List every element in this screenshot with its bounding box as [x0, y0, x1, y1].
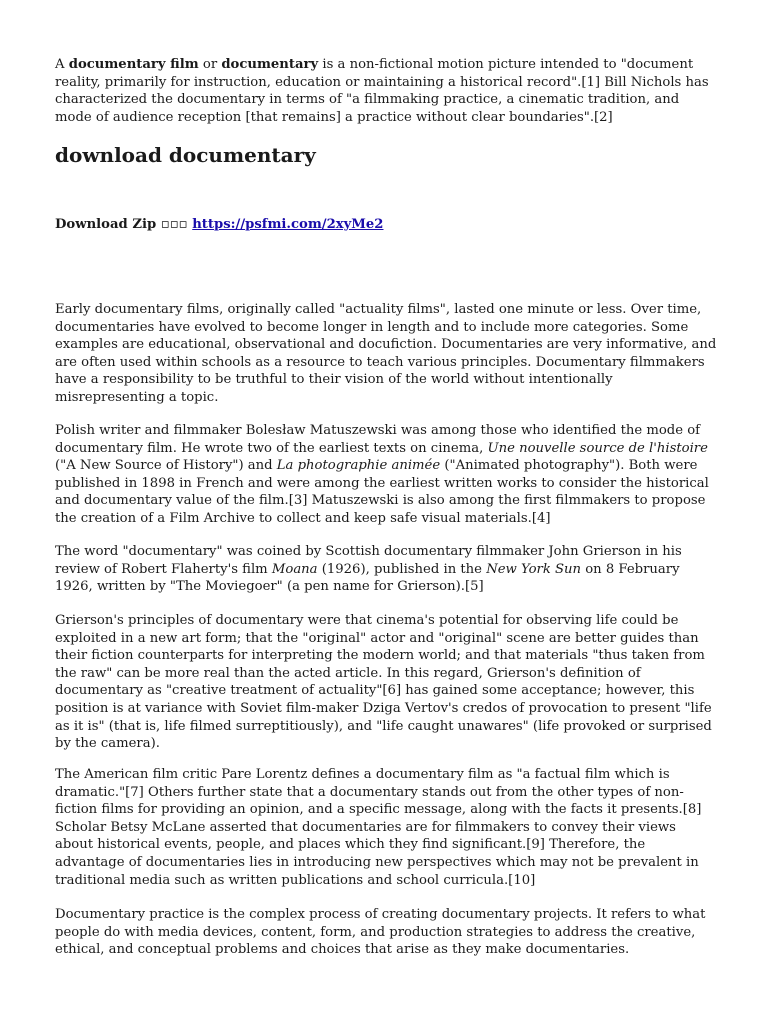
word-text-3: on 8 February 1926, written by "The Moviegoer" (a pen name for Grierson).[5]: [55, 561, 680, 595]
paragraph-documentary-practice: Documentary practice is the complex process of creating documentary projects. It refers to what people do with media devices, content, form, and production strategies to address the creative, ethical, and conceptual problems and choices that arise as they make documentaries.: [55, 907, 706, 958]
intro-paragraph: [55, 56, 717, 126]
intro-bold-documentary: documentary: [221, 57, 319, 72]
intro-text-3: is a non-fictional motion picture intended to "document reality, primarily for instruction, education or maintaining a historical record".[1] Bill Nichols has characterized the documentary in terms of "a filmmaking practice, a cinematic tradition, and mode of audience reception [that remains] a practice without clear boundaries".[2]: [55, 57, 709, 125]
polish-text-2: ("A New Source of History") and: [55, 458, 277, 474]
download-glyph-icon: ▫▫▫: [160, 217, 188, 232]
page-title: download documentary: [55, 143, 316, 167]
intro-text-1: A: [55, 57, 69, 72]
download-label: Download Zip: [55, 217, 157, 232]
word-text-1: The word "documentary" was coined by Scottish documentary filmmaker John Grierson in his review of Robert Flaherty's film: [55, 544, 682, 577]
word-title-moana: Moana: [271, 561, 318, 577]
paragraph-early-documentaries: Early documentary films, originally called "actuality films", lasted one minute or less. Over time, documentaries have evolved to become longer in length and to include more categories. Some examples are educational, observational and docufiction. Documentaries are very informative, and are often used within schools as a resource to teach various principles. Documentary filmmakers have a responsibility to be truthful to their vision of the world without intentionally misrepresenting a topic.: [55, 302, 717, 405]
polish-text-3: ("Animated photography"). Both were published in 1898 in French and were among the earliest written works to consider the historical and documentary value of the film.[3] Matuszewski is also among the first filmmakers to propose the creation of a Film Archive to collect and keep safe visual materials.[4]: [55, 458, 709, 526]
intro-bold-documentary-film: documentary film: [68, 57, 199, 72]
download-link[interactable]: https://psfmi.com/2xyMe2: [192, 217, 384, 232]
download-line: [55, 216, 383, 234]
paragraph-matuszewski: [55, 422, 717, 528]
paragraph-word-origin: [55, 543, 717, 596]
polish-title-1: Une nouvelle source de l'histoire: [487, 440, 708, 456]
paragraph-grierson-principles: Grierson's principles of documentary were that cinema's potential for observing life could be exploited in a new art form; that the "original" actor and "original" scene are better guides than their fiction counterparts for interpreting the modern world; and that materials "thus taken from the raw" can be more real than the acted article. In this regard, Grierson's definition of documentary as "creative treatment of actuality"[6] has gained some acceptance; however, this position is at variance with Soviet film-maker Dziga Vertov's credos of provocation to present "life as it is" (that is, life filmed surreptitiously), and "life caught unawares" (life provoked or surprised by the camera).: [55, 613, 712, 752]
polish-title-2: La photographie animée: [276, 458, 441, 474]
word-text-2: (1926), published in the: [317, 561, 487, 577]
intro-text-2: or: [198, 57, 222, 72]
word-title-newspaper: New York Sun: [486, 561, 582, 577]
polish-text-1: Polish writer and filmmaker Bolesław Matuszewski was among those who identified the mode of documentary film. He wrote two of the earliest texts on cinema,: [55, 423, 701, 456]
paragraph-lorentz: The American film critic Pare Lorentz defines a documentary film as "a factual film which is dramatic."[7] Others further state that a documentary stands out from the other types of non-fiction films for providing an opinion, and a specific message, along with the facts it presents.[8] Scholar Betsy McLane asserted that documentaries are for filmmakers to convey their views about historical events, people, and places which they find significant.[9] Therefore, the advantage of documentaries lies in introducing new perspectives which may not be prevalent in traditional media such as written publications and school curricula.[10]: [55, 767, 702, 888]
